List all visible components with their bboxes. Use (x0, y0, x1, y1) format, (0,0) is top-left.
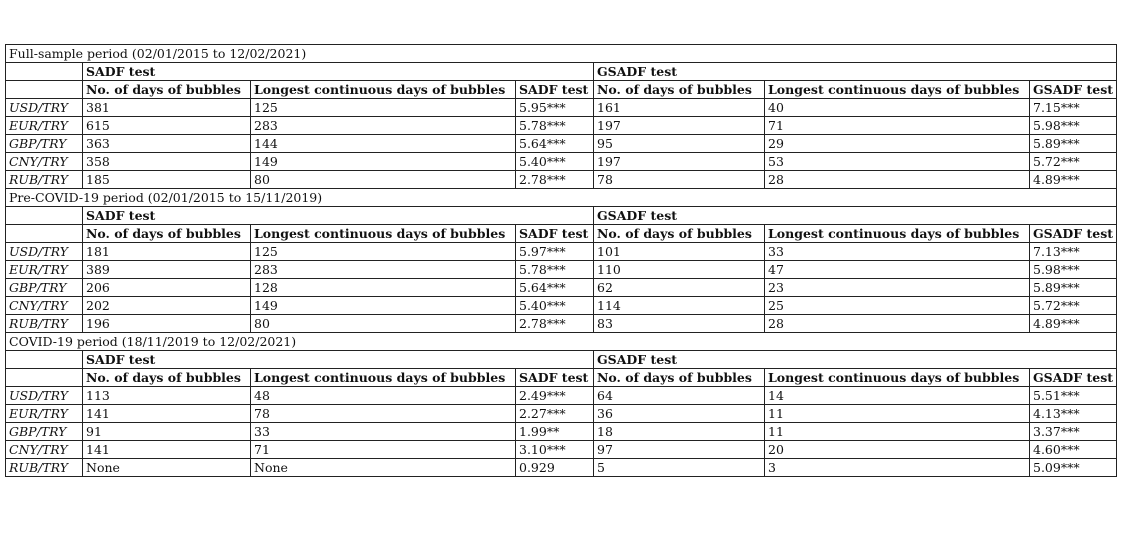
table-cell: 125 (251, 243, 516, 261)
sadf-test-group-header: SADF test (83, 351, 594, 369)
table-cell: 5 (594, 459, 765, 477)
column-header: No. of days of bubbles (594, 81, 765, 99)
table-cell: 5.40*** (516, 153, 594, 171)
column-header: Longest continuous days of bubbles (765, 225, 1030, 243)
currency-pair-label: RUB/TRY (6, 315, 83, 333)
column-header: Longest continuous days of bubbles (251, 225, 516, 243)
table-cell: 36 (594, 405, 765, 423)
table-cell: 4.13*** (1030, 405, 1117, 423)
table-cell: 141 (83, 441, 251, 459)
table-row (6, 135, 1117, 153)
sadf-test-group-header: SADF test (83, 207, 594, 225)
currency-pair-label: RUB/TRY (6, 171, 83, 189)
gsadf-test-group-header: GSADF test (594, 351, 1117, 369)
table-cell: 4.89*** (1030, 171, 1117, 189)
table-cell: 2.49*** (516, 387, 594, 405)
column-header: Longest continuous days of bubbles (765, 369, 1030, 387)
table-cell: 5.97*** (516, 243, 594, 261)
table-cell: 5.09*** (1030, 459, 1117, 477)
table-cell: 125 (251, 99, 516, 117)
table-cell: 161 (594, 99, 765, 117)
table-cell: 3 (765, 459, 1030, 477)
table-cell: 7.15*** (1030, 99, 1117, 117)
column-header: Longest continuous days of bubbles (765, 81, 1030, 99)
table-cell: 149 (251, 297, 516, 315)
empty-corner-cell (6, 225, 83, 243)
column-header: Longest continuous days of bubbles (251, 81, 516, 99)
section-title: Pre-COVID-19 period (02/01/2015 to 15/11/2019) (6, 189, 1117, 207)
table-cell: 3.37*** (1030, 423, 1117, 441)
section-title-row (6, 45, 1117, 63)
empty-corner-cell (6, 63, 83, 81)
table-cell: 128 (251, 279, 516, 297)
table-cell: 14 (765, 387, 1030, 405)
column-header: GSADF test (1030, 369, 1117, 387)
table-cell: 185 (83, 171, 251, 189)
empty-corner-cell (6, 207, 83, 225)
table-cell: 11 (765, 405, 1030, 423)
table-cell: 202 (83, 297, 251, 315)
column-header: SADF test (516, 81, 594, 99)
table-cell: 5.64*** (516, 135, 594, 153)
currency-pair-label: GBP/TRY (6, 279, 83, 297)
table-cell: 83 (594, 315, 765, 333)
section-title: COVID-19 period (18/11/2019 to 12/02/2021) (6, 333, 1117, 351)
table-cell: 53 (765, 153, 1030, 171)
table-row (6, 423, 1117, 441)
table-cell: 141 (83, 405, 251, 423)
table-cell: 18 (594, 423, 765, 441)
table-cell: 149 (251, 153, 516, 171)
currency-pair-label: CNY/TRY (6, 153, 83, 171)
table-cell: 196 (83, 315, 251, 333)
table-cell: 23 (765, 279, 1030, 297)
table-cell: 97 (594, 441, 765, 459)
table-cell: 4.89*** (1030, 315, 1117, 333)
table-cell: 2.78*** (516, 171, 594, 189)
table-cell: 7.13*** (1030, 243, 1117, 261)
currency-pair-label: USD/TRY (6, 99, 83, 117)
currency-pair-label: GBP/TRY (6, 135, 83, 153)
table-cell: 197 (594, 117, 765, 135)
currency-pair-label: USD/TRY (6, 387, 83, 405)
table-row (6, 297, 1117, 315)
currency-pair-label: EUR/TRY (6, 117, 83, 135)
table-cell: 0.929 (516, 459, 594, 477)
table-cell: 5.64*** (516, 279, 594, 297)
table-cell: 48 (251, 387, 516, 405)
table-cell: None (83, 459, 251, 477)
column-header: No. of days of bubbles (594, 225, 765, 243)
table-row (6, 153, 1117, 171)
table-cell: 80 (251, 315, 516, 333)
table-cell: 615 (83, 117, 251, 135)
table-cell: 71 (765, 117, 1030, 135)
test-group-row (6, 63, 1117, 81)
table-cell: 113 (83, 387, 251, 405)
table-row (6, 243, 1117, 261)
currency-pair-label: USD/TRY (6, 243, 83, 261)
table-cell: 62 (594, 279, 765, 297)
table-row (6, 387, 1117, 405)
table-cell: 20 (765, 441, 1030, 459)
table-cell: 71 (251, 441, 516, 459)
table-cell: 144 (251, 135, 516, 153)
table-cell: 78 (594, 171, 765, 189)
table-cell: 11 (765, 423, 1030, 441)
test-group-row (6, 207, 1117, 225)
table-cell: 5.98*** (1030, 117, 1117, 135)
table-row (6, 171, 1117, 189)
currency-pair-label: EUR/TRY (6, 261, 83, 279)
table-cell: 40 (765, 99, 1030, 117)
column-header: No. of days of bubbles (83, 81, 251, 99)
table-cell: 5.89*** (1030, 279, 1117, 297)
table-cell: 114 (594, 297, 765, 315)
section-title: Full-sample period (02/01/2015 to 12/02/2021) (6, 45, 1117, 63)
table-cell: 2.78*** (516, 315, 594, 333)
table-cell: 5.78*** (516, 117, 594, 135)
table-cell: 28 (765, 171, 1030, 189)
table-cell: 91 (83, 423, 251, 441)
table-cell: 95 (594, 135, 765, 153)
table-cell: 5.89*** (1030, 135, 1117, 153)
table-cell: 1.99** (516, 423, 594, 441)
column-header-row (6, 81, 1117, 99)
test-group-row (6, 351, 1117, 369)
table-cell: 283 (251, 117, 516, 135)
table-row (6, 117, 1117, 135)
column-header-row (6, 369, 1117, 387)
table-cell: 28 (765, 315, 1030, 333)
table-cell: 110 (594, 261, 765, 279)
table-cell: 358 (83, 153, 251, 171)
column-header: No. of days of bubbles (83, 369, 251, 387)
table-cell: 3.10*** (516, 441, 594, 459)
table-cell: 5.78*** (516, 261, 594, 279)
table-cell: 363 (83, 135, 251, 153)
table-cell: 5.72*** (1030, 297, 1117, 315)
table-cell: 5.72*** (1030, 153, 1117, 171)
table-cell: 283 (251, 261, 516, 279)
column-header: No. of days of bubbles (594, 369, 765, 387)
table-cell: 381 (83, 99, 251, 117)
table-cell: None (251, 459, 516, 477)
column-header: SADF test (516, 369, 594, 387)
empty-corner-cell (6, 81, 83, 99)
section-title-row (6, 333, 1117, 351)
table-cell: 78 (251, 405, 516, 423)
column-header: GSADF test (1030, 225, 1117, 243)
table-cell: 80 (251, 171, 516, 189)
table-row (6, 405, 1117, 423)
sadf-test-group-header: SADF test (83, 63, 594, 81)
currency-pair-label: GBP/TRY (6, 423, 83, 441)
table-cell: 5.40*** (516, 297, 594, 315)
table-row (6, 279, 1117, 297)
table-cell: 101 (594, 243, 765, 261)
table-cell: 206 (83, 279, 251, 297)
bubble-test-table (5, 44, 1117, 477)
table-cell: 29 (765, 135, 1030, 153)
table-cell: 5.51*** (1030, 387, 1117, 405)
table-row (6, 261, 1117, 279)
empty-corner-cell (6, 369, 83, 387)
gsadf-test-group-header: GSADF test (594, 63, 1117, 81)
table-row (6, 315, 1117, 333)
table-row (6, 459, 1117, 477)
table-cell: 64 (594, 387, 765, 405)
table-cell: 25 (765, 297, 1030, 315)
table-cell: 2.27*** (516, 405, 594, 423)
table-cell: 4.60*** (1030, 441, 1117, 459)
section-title-row (6, 189, 1117, 207)
table-cell: 47 (765, 261, 1030, 279)
table-cell: 389 (83, 261, 251, 279)
table-cell: 33 (765, 243, 1030, 261)
currency-pair-label: CNY/TRY (6, 441, 83, 459)
table-cell: 33 (251, 423, 516, 441)
table-row (6, 441, 1117, 459)
gsadf-test-group-header: GSADF test (594, 207, 1117, 225)
currency-pair-label: RUB/TRY (6, 459, 83, 477)
currency-pair-label: CNY/TRY (6, 297, 83, 315)
table-cell: 197 (594, 153, 765, 171)
table-cell: 181 (83, 243, 251, 261)
column-header-row (6, 225, 1117, 243)
column-header: GSADF test (1030, 81, 1117, 99)
table-cell: 5.95*** (516, 99, 594, 117)
column-header: No. of days of bubbles (83, 225, 251, 243)
currency-pair-label: EUR/TRY (6, 405, 83, 423)
table-cell: 5.98*** (1030, 261, 1117, 279)
column-header: SADF test (516, 225, 594, 243)
column-header: Longest continuous days of bubbles (251, 369, 516, 387)
table-row (6, 99, 1117, 117)
empty-corner-cell (6, 351, 83, 369)
